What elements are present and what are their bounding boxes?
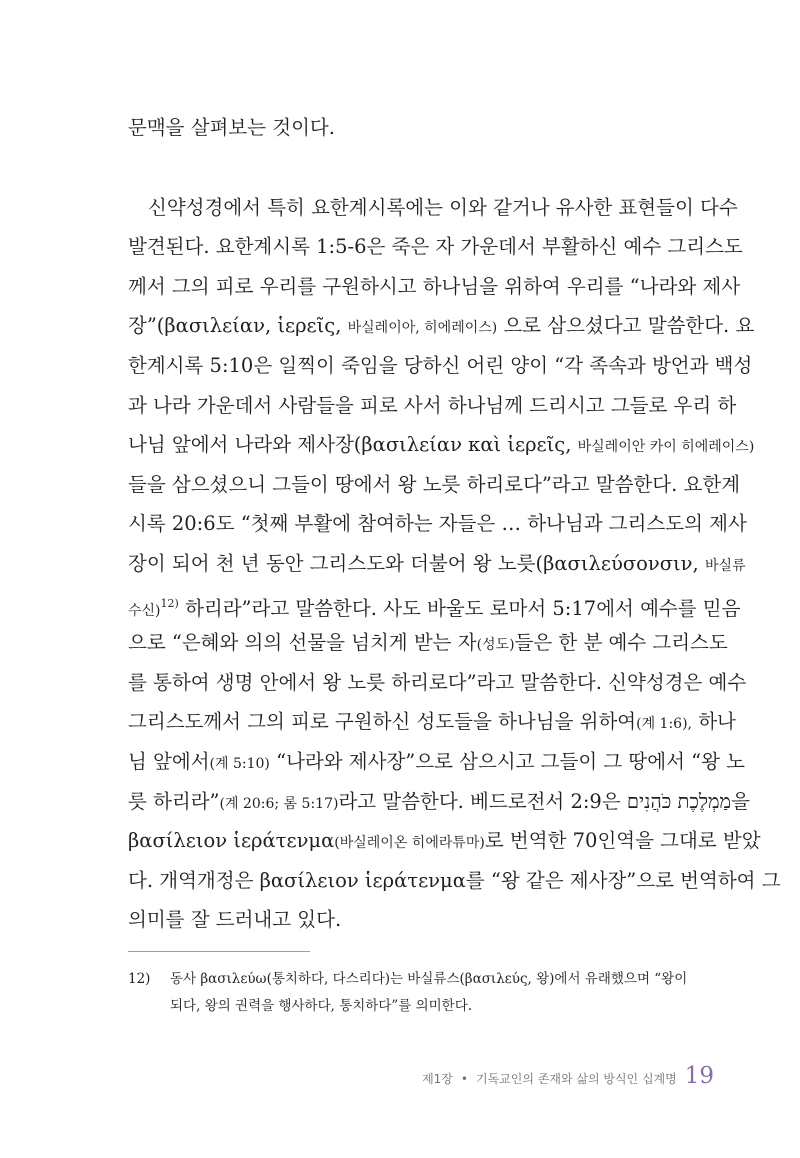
transliteration: 바실레이안 카이 히에레이스) <box>577 439 755 456</box>
paragraph-line: 과 나라 가운데서 사람들을 피로 사서 하나님께 드리시고 그들로 우리 하 <box>128 393 737 417</box>
transliteration: (바실레이온 히에라튜마) <box>334 835 485 852</box>
paragraph-line <box>128 306 755 346</box>
footnote-number: 12) <box>128 971 151 987</box>
text-segment: 그리스도께서 그의 피로 구원하신 성도들을 하나님을 위하여 <box>128 710 637 734</box>
page-number: 19 <box>684 1063 714 1089</box>
text-segment: 으로 “은혜와 의의 선물을 넘치게 받는 자 <box>128 631 477 655</box>
transliteration: 바실레이아, 히에레이스) <box>347 320 498 337</box>
footnote <box>128 966 720 1020</box>
text-segment: 릇 하리라” <box>128 789 220 813</box>
text-segment: 로 번역한 70인역을 그대로 받았 <box>484 829 761 853</box>
paragraph-line <box>128 742 745 782</box>
paragraph-line: 의미를 잘 드러내고 있다. <box>128 908 342 932</box>
paragraph-line: 께서 그의 피로 우리를 구원하시고 하나님을 위하여 우리를 “나라와 제사 <box>128 274 741 298</box>
paragraph-line: 다. 개역개정은 βασίλειον ἱεράτενμα를 “왕 같은 제사장”으로 번역하여 그 <box>128 868 781 892</box>
text-segment: 나님 앞에서 나라와 제사장(βασιλείαν καὶ ἱερεῖς, <box>128 433 572 457</box>
page-footer <box>422 1063 714 1089</box>
body-text <box>128 108 781 940</box>
paragraph-line: 발견된다. 요한계시록 1:5-6은 죽은 자 가운데서 부활하신 예수 그리스도 <box>128 235 743 259</box>
footnote-line: 되다, 왕의 권력을 행사하다, 통치하다”를 의미한다. <box>170 998 473 1014</box>
text-segment: 을 <box>731 789 750 813</box>
text-segment: 장”(βασιλείαν, ἱερεῖς, <box>128 314 342 338</box>
paragraph-line: 시록 20:6도 “첫째 부활에 참여하는 자들은 … 하나님과 그리스도의 제사 <box>128 512 747 536</box>
footnote-text: 동사 βασιλεύω(통치하다, 다스리다)는 바실류스(βασιλεύς, 왕)에서 유래했으며 “왕이 <box>170 971 688 987</box>
hebrew-phrase: מַמְלֶכֶת כֹּהֲנִים <box>626 789 732 813</box>
parenthetical: (성도) <box>476 637 515 654</box>
paragraph-line <box>128 821 761 861</box>
text-segment: 들은 한 분 예수 그리스도 <box>514 631 728 655</box>
transliteration: 수신) <box>128 602 161 619</box>
running-title: 기독교인의 존재와 삶의 방식인 십계명 <box>475 1072 677 1086</box>
paragraph-line <box>128 425 755 465</box>
footnote-line <box>128 966 720 993</box>
text-segment: 하나 <box>698 710 736 734</box>
paragraph-line: 문맥을 살펴보는 것이다. <box>128 116 335 139</box>
chapter-label: 제1장 <box>422 1072 453 1086</box>
footnote-divider <box>128 951 310 952</box>
bullet-separator: • <box>460 1072 468 1086</box>
transliteration: 바실류 <box>704 557 746 574</box>
scripture-reference: (계 5:10) <box>209 755 270 772</box>
paragraph-line: 들을 삼으셨으니 그들이 땅에서 왕 노릇 하리로다”라고 말씀한다. 요한계 <box>128 472 741 496</box>
greek-phrase: βασίλειον ἱεράτενμα <box>128 829 335 853</box>
paragraph-line <box>128 544 746 584</box>
scripture-reference: (계 20:6; 롬 5:17) <box>219 795 339 812</box>
paragraph-gap <box>128 148 718 188</box>
paragraph-line: 한계시록 5:10은 일찍이 죽임을 당하신 어린 양이 “각 족속과 방언과 백성 <box>128 353 753 377</box>
footnote-reference[interactable]: 12) <box>160 596 179 610</box>
paragraph-line <box>128 584 741 624</box>
text-segment: “나라와 제사장”으로 삼으시고 그들이 그 땅에서 “왕 노 <box>276 749 745 773</box>
text-segment: 하리라”라고 말씀한다. 사도 바울도 로마서 5:17에서 예수를 믿음 <box>185 596 741 620</box>
scripture-reference: (계 1:6), <box>636 716 693 733</box>
paragraph-line: 신약성경에서 특히 요한계시록에는 이와 같거나 유사한 표현들이 다수 <box>148 195 738 219</box>
text-segment: 님 앞에서 <box>128 749 210 773</box>
paragraph-line: 를 통하여 생명 안에서 왕 노릇 하리로다”라고 말씀한다. 신약성경은 예수 <box>128 670 747 694</box>
text-segment: 장이 되어 천 년 동안 그리스도와 더불어 왕 노릇(βασιλεύσονσιν, <box>128 551 699 575</box>
paragraph-line <box>128 702 736 742</box>
text-segment: 라고 말씀한다. 베드로전서 2:9은 <box>338 789 621 813</box>
paragraph-line <box>128 782 750 822</box>
text-segment: 으로 삼으셨다고 말씀한다. 요 <box>503 314 755 338</box>
paragraph-line <box>128 623 728 663</box>
